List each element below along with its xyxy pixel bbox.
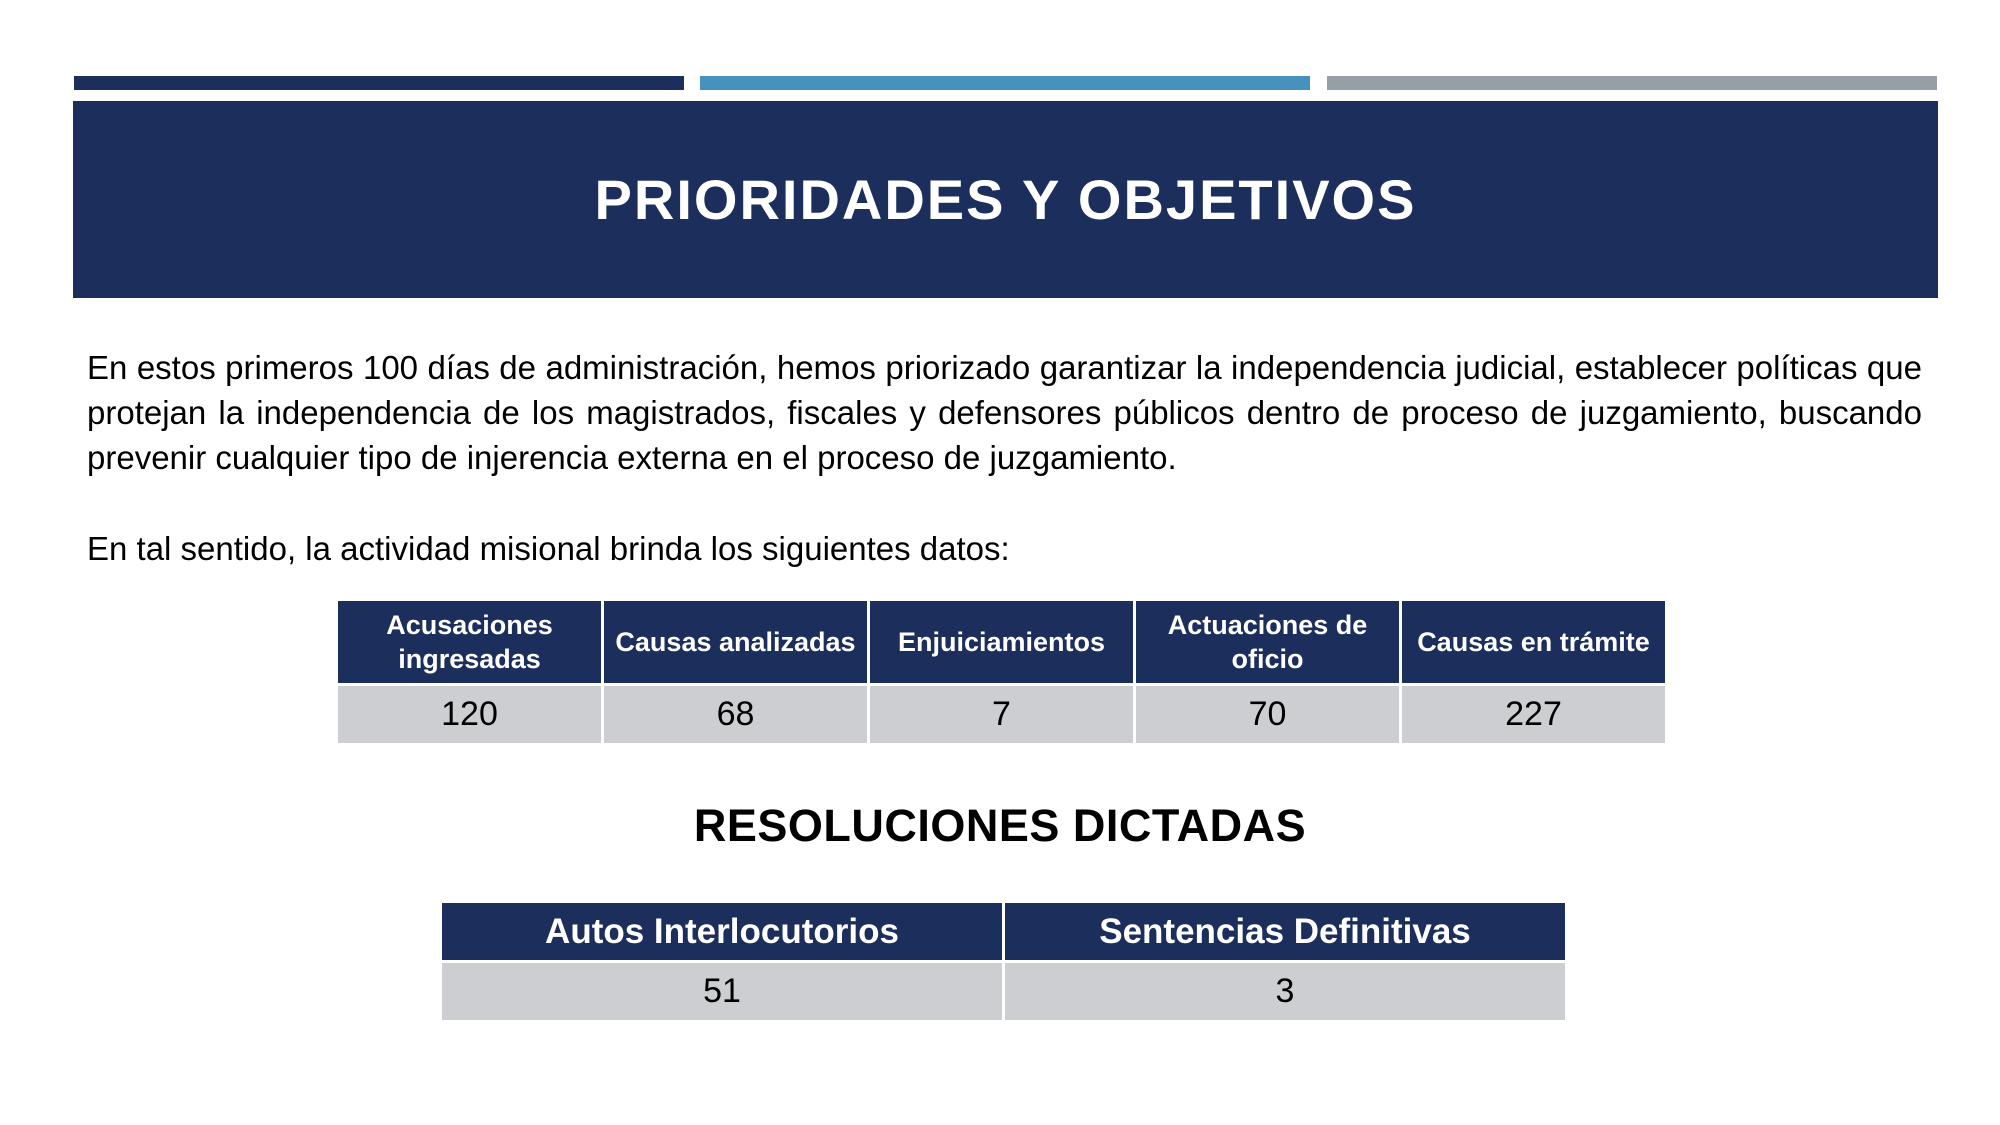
header-actuaciones: Actuaciones de oficio: [1136, 601, 1399, 683]
value-sentencias: 3: [1005, 963, 1565, 1020]
header-causas-analizadas: Causas analizadas: [604, 601, 867, 683]
accent-stripe-gray: [1327, 76, 1937, 90]
value-autos: 51: [442, 963, 1002, 1020]
table-row: [442, 963, 1565, 1020]
value-acusaciones: 120: [338, 686, 601, 743]
accent-stripe-navy: [74, 76, 684, 90]
table-header-row: [442, 903, 1565, 960]
resolutions-table: [439, 900, 1568, 1023]
activity-table: [335, 598, 1668, 746]
header-sentencias: Sentencias Definitivas: [1005, 903, 1565, 960]
table-row: [338, 686, 1665, 743]
header-acusaciones: Acusaciones ingresadas: [338, 601, 601, 683]
header-enjuiciamientos: Enjuiciamientos: [870, 601, 1133, 683]
accent-stripe-blue: [700, 76, 1310, 90]
value-causas-tramite: 227: [1402, 686, 1665, 743]
intro-paragraph: En estos primeros 100 días de administración, hemos priorizado garantizar la independencia judicial, establecer políticas que protejan la independencia de los magistrados, fiscales y defensores públicos dentro de proceso de juzgamiento, buscando prevenir cualquier tipo de injerencia externa en el proceso de juzgamiento.: [87, 349, 1922, 476]
value-actuaciones: 70: [1136, 686, 1399, 743]
slide-title: PRIORIDADES Y OBJETIVOS: [594, 168, 1417, 231]
value-enjuiciamientos: 7: [870, 686, 1133, 743]
value-causas-analizadas: 68: [604, 686, 867, 743]
title-banner: [73, 101, 1938, 298]
header-causas-tramite: Causas en trámite: [1402, 601, 1665, 683]
data-intro-paragraph: En tal sentido, la actividad misional brinda los siguientes datos:: [87, 530, 1010, 567]
table-header-row: [338, 601, 1665, 683]
resolutions-heading: RESOLUCIONES DICTADAS: [693, 800, 1307, 851]
header-autos: Autos Interlocutorios: [442, 903, 1002, 960]
